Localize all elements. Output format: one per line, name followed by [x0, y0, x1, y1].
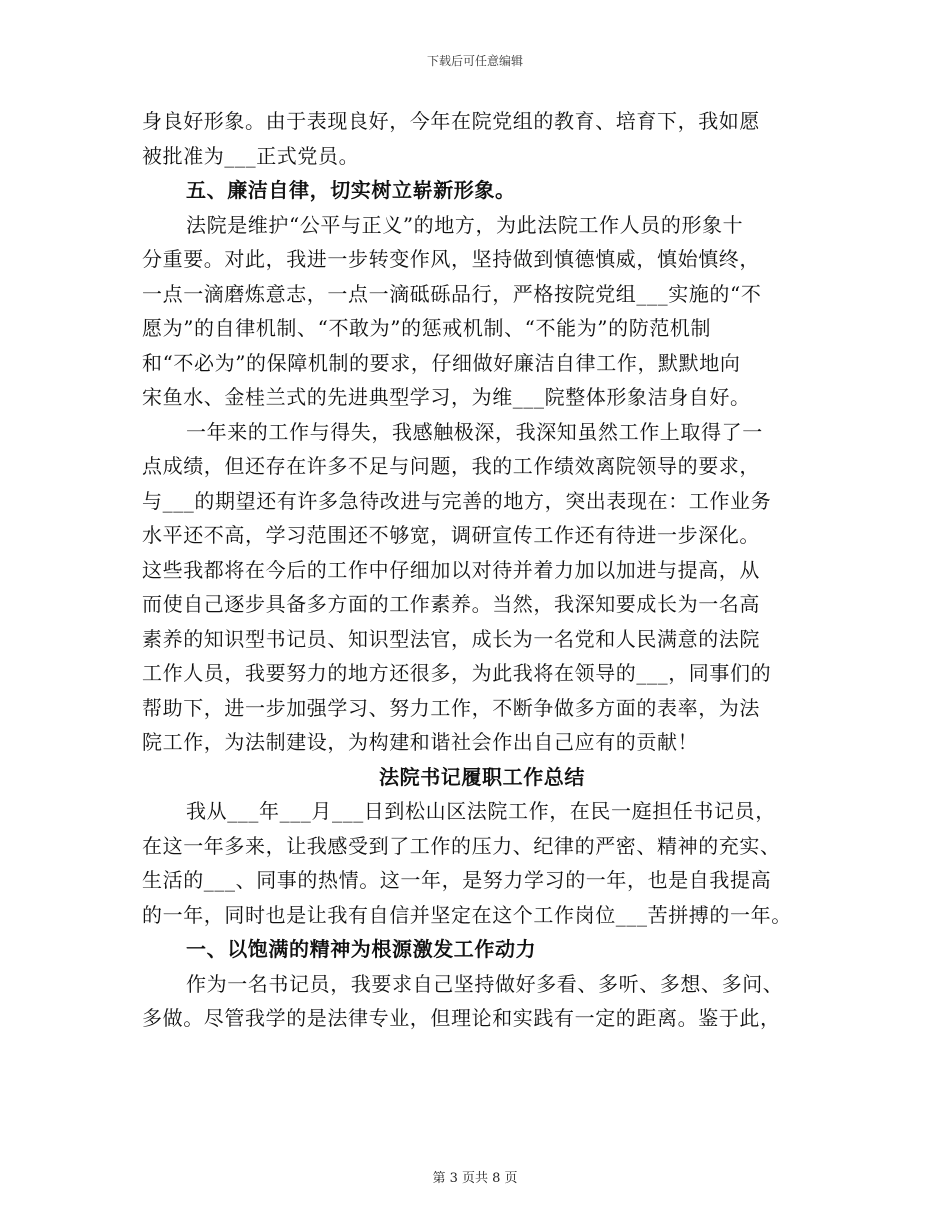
text-line: 的一年，同时也是让我有自信并坚定在这个工作岗位___苦拼搏的一年。 [142, 902, 792, 927]
text-line: 点成绩，但还存在许多不足与问题，我的工作绩效离院领导的要求， [142, 454, 760, 478]
page-number: 第 3 页共 8 页 [432, 1171, 518, 1186]
text-line: 和“不必为”的保障机制的要求，仔细做好廉洁自律工作，默默地向 [142, 350, 741, 375]
section-heading: 一、以饱满的精神为根源激发工作动力 [186, 937, 537, 961]
text-line: 多做。尽管我学的是法律专业，但理论和实践有一定的距离。鉴于此， [142, 1006, 781, 1030]
text-line: 院工作，为法制建设，为构建和谐社会作出自己应有的贡献！ [142, 730, 699, 754]
text-line: 分重要。对此，我进一步转变作风，坚持做到慎德慎威，慎始慎终， [142, 247, 760, 271]
text-line: 宋鱼水、金桂兰式的先进典型学习，为维___院整体形象洁身自好。 [142, 385, 751, 409]
text-line: 被批准为___正式党员。 [142, 143, 360, 168]
text-line: 帮助下，进一步加强学习、努力工作，不断争做多方面的表率，为法 [142, 695, 760, 720]
text-line: 这些我都将在今后的工作中仔细加以对待并着力加以加进与提高，从 [142, 557, 760, 582]
text-line: 一年来的工作与得失，我感触极深，我深知虽然工作上取得了一 [186, 419, 763, 444]
document-title: 法院书记履职工作总结 [379, 764, 585, 789]
page-header: 下载后可任意编辑 [426, 54, 523, 68]
text-line: 愿为”的自律机制、“不敢为”的惩戒机制、“不能为”的防范机制 [142, 316, 712, 340]
text-line: 一点一滴磨炼意志，一点一滴砥砾品行，严格按院党组___实施的“不 [142, 281, 762, 306]
text-line: 身良好形象。由于表现良好，今年在院党组的教育、培育下，我如愿 [142, 109, 760, 133]
text-line: 工作人员，我要努力的地方还很多，为此我将在领导的___，同事们的 [142, 661, 772, 685]
document-body [142, 104, 822, 1036]
text-line: 作为一名书记员，我要求自己坚持做好多看、多听、多想、多问、 [186, 971, 784, 996]
section-heading: 五、廉洁自律，切实树立崭新形象。 [186, 178, 516, 202]
text-line: 素养的知识型书记员、知识型法官，成长为一名党和人民满意的法院 [142, 626, 760, 651]
text-line: 水平还不高，学习范围还不够宽，调研宣传工作还有待进一步深化。 [142, 523, 760, 547]
text-line: 在这一年多来，让我感受到了工作的压力、纪律的严密、精神的充实、 [142, 833, 781, 858]
text-line: 与___的期望还有许多急待改进与完善的地方，突出表现在：工作业务 [142, 488, 772, 513]
text-line: 而使自己逐步具备多方面的工作素养。当然，我深知要成长为一名高 [142, 592, 760, 616]
text-line: 我从___年___月___日到松山区法院工作，在民一庭担任书记员， [186, 799, 776, 823]
text-line: 法院是维护“公平与正义”的地方，为此法院工作人员的形象十 [186, 212, 744, 237]
text-line: 生活的___、同事的热情。这一年，是努力学习的一年，也是自我提高 [142, 868, 772, 892]
